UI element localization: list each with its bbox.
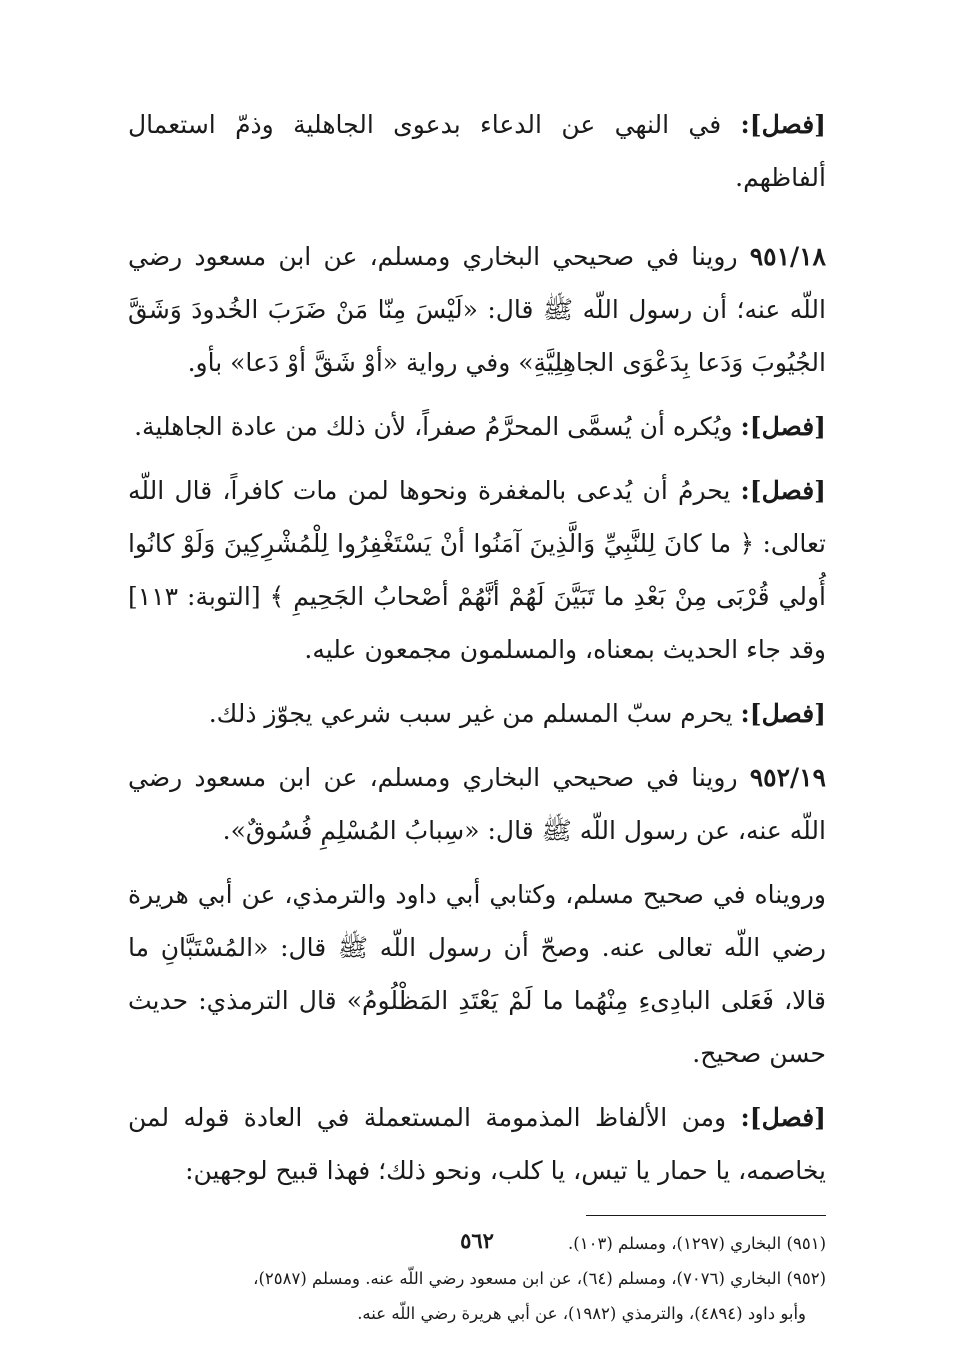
main-text [128, 98, 826, 1197]
footnote-separator [586, 1215, 826, 1216]
paragraph-body: يحرم سبّ المسلم من غير سبب شرعي يجوّز ذلك. [208, 699, 741, 728]
footnote-951: (٩٥١) البخاري (١٢٩٧)، ومسلم (١٠٣). [568, 1234, 826, 1253]
paragraph-body: روينا في صحيحي البخاري ومسلم، عن ابن مسعود رضي اللّه عنه؛ أن رسول اللّه ﷺ قال: «لَيْسَ مِنّا مَنْ ضَرَبَ الخُدودَ وَشَقَّ الجُيُوبَ وَدَعا بِدَعْوَى الجاهِلِيَّةِ» وفي رواية «أوْ شَقَّ أوْ دَعا» بأو. [128, 242, 826, 377]
paragraph-body: ومن الألفاظ المذمومة المستعملة في العادة قوله لمن يخاصمه، يا حمار يا تيس، يا كلب، ونحو ذلك؛ فهذا قبيح لوجهين: [128, 1103, 826, 1185]
footnote-952: (٩٥٢) البخاري (٧٠٧٦)، ومسلم (٦٤)، عن ابن مسعود رضي اللّه عنه. ومسلم (٢٥٨٧)، [253, 1269, 826, 1288]
paragraph-body: يحرمُ أن يُدعى بالمغفرة ونحوها لمن مات كافراً، قال اللّه تعالى: ﴿ ما كانَ لِلنَّبِيِّ وَالَّذِينَ آمَنُوا أنْ يَسْتَغْفِرُوا لِلْمُشْرِكِينَ وَلَوْ كانُوا أُولي قُرْبَى مِنْ بَعْدِ ما تَبَيَّنَ لَهُمْ أنَّهُمْ أصْحابُ الجَحِيمِ ﴾ [التوبة: ١١٣] وقد جاء الحديث بمعناه، والمسلمون مجمعون عليه. [128, 476, 826, 664]
section-forgiveness [128, 464, 826, 676]
section-blameworthy-words [128, 1091, 826, 1197]
section-label: [فصل]: [740, 1103, 826, 1132]
paragraph-body: ويُكره أن يُسمَّى المحرَّمُ صفراً، لأن ذلك من عادة الجاهلية. [134, 412, 741, 441]
paragraph-body: روينا في صحيحي البخاري ومسلم، عن ابن مسعود رضي اللّه عنه، عن رسول اللّه ﷺ قال: «سِبابُ المُسْلِمِ فُسُوقٌ». [128, 763, 826, 845]
hadith-number: ٩٥٢/١٩ [749, 763, 826, 792]
paragraph-body: في النهي عن الدعاء بدعوى الجاهلية وذمّ استعمال ألفاظهم. [128, 110, 826, 192]
section-insult [128, 687, 826, 740]
section-label: [فصل]: [740, 476, 826, 505]
hadith-952 [128, 751, 826, 857]
hadith-951 [128, 230, 826, 389]
page-number: ٥٦٢ [460, 1228, 494, 1253]
section-label: [فصل]: [740, 412, 826, 441]
footnote-952-continued: وأبو داود (٤٨٩٤)، والترمذي (١٩٨٢)، عن أبي هريرة رضي اللّه عنه. [357, 1304, 806, 1323]
section-label: [فصل]: [740, 110, 826, 139]
section-safar [128, 400, 826, 453]
hadith-number: ٩٥١/١٨ [749, 242, 826, 271]
section-heading-jahiliyya [128, 98, 826, 204]
paragraph-body: ورويناه في صحيح مسلم، وكتابي أبي داود والترمذي، عن أبي هريرة رضي اللّه تعالى عنه. وصحّ أن رسول اللّه ﷺ قال: «المُسْتَبَّانِ ما قالا، فَعَلى البادِىءِ مِنْهُما ما لَمْ يَعْتَدِ المَظْلُومُ» قال الترمذي: حديث حسن صحيح. [128, 880, 826, 1068]
section-label: [فصل]: [740, 699, 826, 728]
narration-muslim [128, 868, 826, 1080]
